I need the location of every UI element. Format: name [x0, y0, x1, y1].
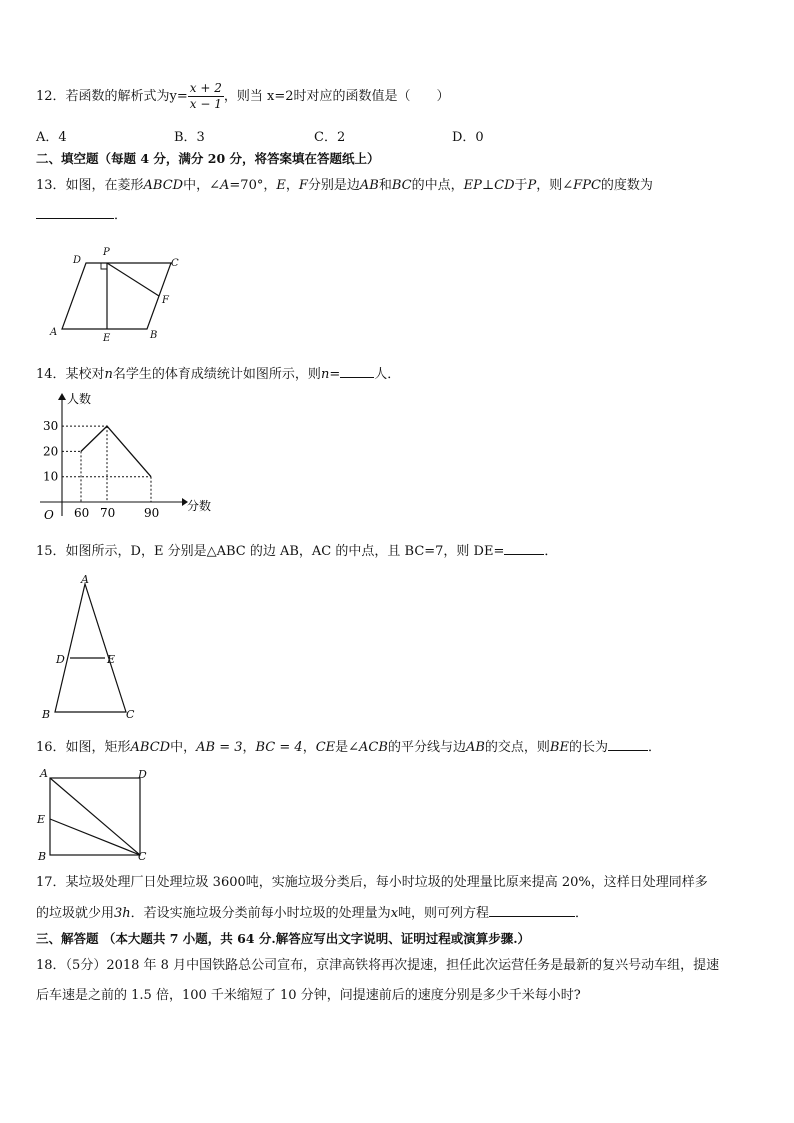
- q14-x-label: 分数: [187, 499, 212, 513]
- q18-line2: 后车速是之前的 1.5 倍，100 千米缩短了 10 分钟，问提速前后的速度分别是多少千米每小时?: [36, 988, 581, 1003]
- q13-label-f: F: [162, 295, 169, 306]
- q13-rhombus-outline: [62, 263, 171, 329]
- q12-frac-numerator: x + 2: [189, 81, 222, 95]
- q13-perp: ⊥: [481, 178, 495, 193]
- q16-text-f: 的长为: [568, 740, 608, 755]
- q14-y-label: 人数: [67, 392, 92, 406]
- q12-option-d[interactable]: D．0: [452, 130, 484, 145]
- q16-be: BE: [549, 740, 569, 755]
- q13-label-a: A: [50, 327, 58, 338]
- q16-ab: AB: [465, 740, 485, 755]
- q16-ab-eq: AB = 3: [196, 740, 243, 755]
- q13-abcd: ABCD: [143, 178, 184, 193]
- q16-text-b: 中，: [170, 740, 197, 755]
- q16-segment-ce: [50, 819, 140, 855]
- q16-bc-eq: BC = 4: [255, 740, 303, 755]
- q15-answer-blank[interactable]: [504, 542, 544, 555]
- q17-text-a: 的垃圾就少用: [36, 906, 115, 921]
- q13-label-c: C: [171, 258, 179, 269]
- q13-label-b: B: [150, 330, 158, 341]
- q13-text-d: 分别是边: [307, 178, 360, 193]
- q15-label-d: D: [56, 653, 65, 666]
- q16-sep: ，: [242, 740, 256, 755]
- q13-label-p: P: [103, 247, 110, 258]
- q14-text-b: 名学生的体育成绩统计如图所示，则: [112, 367, 321, 382]
- q16-ce: CE: [315, 740, 336, 755]
- q13-f: F: [298, 178, 308, 193]
- q13-segment-pf: [107, 263, 159, 296]
- q14-n: n: [104, 367, 113, 382]
- q16-abcd: ABCD: [130, 740, 171, 755]
- q15-label-a: A: [81, 573, 89, 586]
- q14-y-tick-label: 30: [43, 419, 59, 434]
- q13-line1: [36, 177, 653, 195]
- q17-answer-blank[interactable]: [489, 904, 575, 917]
- q15-label-c: C: [126, 708, 135, 721]
- q14-y-tick-label: 20: [43, 444, 59, 459]
- q16-label-a: A: [40, 767, 48, 780]
- q15-end: ．: [544, 544, 558, 559]
- q13-rhombus-figure: [46, 243, 186, 343]
- q14-line: [36, 365, 400, 384]
- q14-y-arrow: [58, 393, 66, 400]
- q14-answer-blank[interactable]: [340, 365, 374, 378]
- q17-text-c: 吨，则可列方程: [398, 906, 490, 921]
- q13-right-angle-mark: [101, 263, 107, 269]
- q15-text: 15．如图所示，D，E 分别是△ABC 的边 AB，AC 的中点，且 BC=7，则 DE=: [36, 544, 505, 559]
- q18-line1: 18．（5分）2018 年 8 月中国铁路总公司宣布，京津高铁将再次提速，担任此次运营任务是最新的复兴号动车组，提速: [36, 958, 720, 973]
- q13-a: A: [220, 178, 230, 193]
- q14-x-tick-label: 70: [100, 506, 116, 520]
- q15-triangle-figure: [38, 572, 148, 722]
- q14-text-a: 14．某校对: [36, 367, 105, 382]
- q14-data-line: [81, 426, 151, 477]
- q16-text-d: 的平分线与边: [387, 740, 466, 755]
- q13-label-e: E: [103, 333, 111, 343]
- q13-fpc: FPC: [573, 178, 601, 193]
- q14-x-tick-label: 90: [144, 506, 160, 520]
- q15-label-e: E: [107, 653, 116, 666]
- q16-label-d: D: [138, 768, 147, 781]
- q13-text-c: =70°，: [229, 178, 277, 193]
- q13-bc: BC: [391, 178, 412, 193]
- q13-text-e: 的中点，: [411, 178, 464, 193]
- q13-answer-blank[interactable]: [36, 206, 114, 219]
- q16-sep2: ，: [302, 740, 316, 755]
- q13-ep: EP: [463, 178, 482, 193]
- q14-y-tick-label: 10: [43, 469, 59, 484]
- q17-h: 3h: [114, 906, 131, 921]
- q17-line1: 17．某垃圾处理厂日处理垃圾 3600吨，实施垃圾分类后，每小时垃圾的处理量比原来提高 20%，这样日处理同样多: [36, 875, 708, 890]
- section2-title: 二、填空题（每题 4 分，满分 20 分，将答案填在答题纸上）: [36, 151, 380, 166]
- q16-text-e: 的交点，则: [484, 740, 550, 755]
- q12-fraction: [188, 81, 224, 112]
- q13-label-d: D: [73, 255, 82, 266]
- q16-label-e: E: [37, 813, 46, 826]
- section3-title: 三、解答题 （本大题共 7 小题，共 64 分.解答应写出文字说明、证明过程或演算步骤.）: [36, 931, 531, 946]
- q12-option-c[interactable]: C．2: [314, 130, 346, 145]
- q17-text-b: ．若设实施垃圾分类前每小时垃圾的处理量为: [130, 906, 391, 921]
- q13-end: ．: [114, 208, 128, 223]
- q13-line2: [36, 206, 127, 225]
- q14-text-c: 人．: [374, 367, 401, 382]
- q16-answer-blank[interactable]: [608, 738, 648, 751]
- q15-triangle-outline: [55, 584, 126, 712]
- q16-rectangle-figure: [34, 764, 154, 864]
- q16-acb: ACB: [359, 740, 388, 755]
- q17-line2: [36, 904, 588, 923]
- q13-text-b: 中，∠: [183, 178, 221, 193]
- q16-line: [36, 738, 661, 757]
- q14-origin-label: O: [44, 508, 54, 522]
- q13-and: 和: [378, 178, 392, 193]
- q14-eq: =: [329, 367, 341, 382]
- q13-p: P: [527, 178, 537, 193]
- q13-text-f: 于: [514, 178, 528, 193]
- q14-n2: n: [320, 367, 330, 382]
- q13-text-g: ，则∠: [536, 178, 574, 193]
- q16-diagonal-ac: [50, 778, 140, 855]
- q12-option-b[interactable]: B．3: [174, 130, 205, 145]
- q12-line: [36, 80, 450, 114]
- q16-label-b: B: [38, 850, 47, 863]
- q14-line-chart: [30, 388, 230, 523]
- q16-text-c: 是∠: [335, 740, 360, 755]
- q14-x-tick-label: 60: [74, 506, 90, 520]
- q12-suffix: ，则当 x=2时对应的函数值是（ ）: [223, 89, 450, 104]
- q13-comma: ，: [285, 178, 299, 193]
- q13-ab: AB: [359, 178, 379, 193]
- q13-cd: CD: [494, 178, 515, 193]
- q12-frac-denominator: x − 1: [189, 97, 222, 111]
- q13-e: E: [276, 178, 286, 193]
- q17-end: ．: [575, 906, 589, 921]
- q13-text-h: 的度数为: [600, 178, 653, 193]
- q16-end: ．: [647, 740, 661, 755]
- q15-line: [36, 542, 557, 561]
- q17-x: x: [390, 906, 399, 921]
- q15-label-b: B: [42, 708, 51, 721]
- q16-label-c: C: [138, 850, 147, 863]
- q12-option-a[interactable]: A．4: [36, 130, 67, 145]
- q16-text-a: 16．如图，矩形: [36, 740, 131, 755]
- q12-prefix: 12．若函数的解析式为y=: [36, 89, 188, 104]
- q13-text-a: 13．如图，在菱形: [36, 178, 144, 193]
